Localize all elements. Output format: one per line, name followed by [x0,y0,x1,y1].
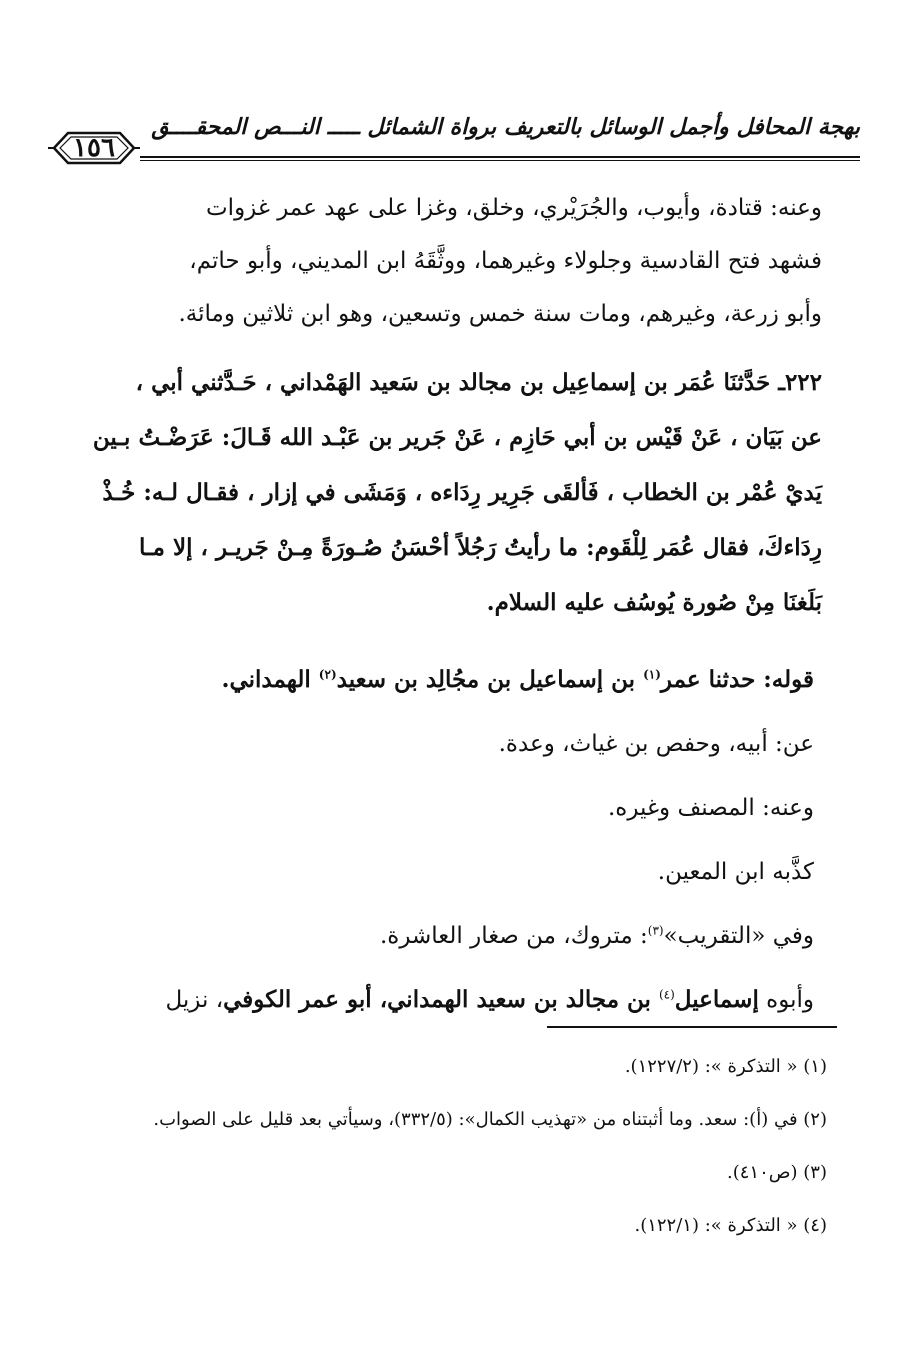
page-number: ١٥٦ [73,133,115,163]
hadith-line-3: يَديْ عُمْر بن الخطاب ، فَألقَى جَرِير رِدَاءه ، وَمَشَى في إزار ، فقـال لـه: خُـذْ [102,479,822,506]
main-text [72,182,822,1032]
commentary-heading-prefix: قوله: حدثنا عمر [660,666,814,693]
commentary-line-6-prefix: وأبوه [758,987,814,1013]
commentary-heading-middle: بن إسماعيل بن مجُالِد بن سعيد [336,666,644,693]
footnote-3: (٣) (ص٤١٠). [727,1162,827,1183]
footnote-separator [547,1026,837,1028]
page-number-badge [48,128,140,168]
hadith-line-2: عن بَيَان ، عَنْ قَيْس بن أبي حَازِم ، عَنْ جَرير بن عَبْـد الله قَـالَ: عَرَضْـتُ بـين [92,424,822,451]
bio-line-3: وأبو زرعة، وغيرهم، ومات سنة خمس وتسعين، وهو ابن ثلاثين ومائة. [178,301,822,327]
header-rule [140,156,860,158]
commentary-line-6-suffix: ، نزيل [165,987,224,1013]
commentary-line-6-lineage: بن مجالد بن سعيد الهمداني، أبو عمر الكوفي [223,986,659,1013]
commentary-line-2: عن: أبيه، وحفص بن غياث، وعدة. [498,731,814,757]
footnote-1: (١) « التذكرة »: (١٢٢٧/٢). [624,1056,827,1077]
footnote-2: (٢) في (أ): سعد. وما أثبتناه من «تهذيب الكمال»: (٣٣٢/٥)، وسيأتي بعد قليل على الصواب. [153,1109,827,1130]
commentary-line-5-prefix: وفي «التقريب» [663,923,814,949]
running-title: بهجة المحافل وأجمل الوسائل بالتعريف برواة الشمائل ـــــ النـــص المحقــــق [151,114,860,140]
bio-line-2: فشهد فتح القادسية وجلولاء وغيرهما، ووثَّقَهُ ابن المديني، وأبو حاتم، [189,248,822,274]
commentary-line-6 [72,968,822,1032]
commentary-line-6-name: إسماعيل [674,986,759,1013]
footnote-4: (٤) « التذكرة »: (١٢٢/١). [634,1215,827,1236]
footnote-ref-2: (٢) [318,667,337,682]
commentary-heading [72,648,822,712]
bio-line-1: وعنه: قتادة، وأيوب، والجُرَيْري، وخلق، وغزا على عهد عمر غزوات [206,195,822,221]
hadith-line-1: ٢٢٢ـ حَدَّثنَا عُمَر بن إسماعِيل بن مجالد بن سَعيد الهَمْداني ، حَـدَّثني أبي ، [135,369,822,396]
commentary-line-4: كذَّبه ابن المعين. [657,859,814,885]
footnotes [87,1040,827,1252]
hadith-line-4: رِدَاءكَ، فقال عُمَر لِلْقَوم: ما رأيتُ رَجُلاً أحْسَنُ صُـورَةً مِـنْ جَريـر ، إلا مـا [138,534,822,561]
footnote-ref-3: (٣) [647,923,664,938]
header-rule-thin [140,160,860,161]
hadith-line-5: بَلَغنَا مِنْ صُورة يُوسُف عليه السلام. [486,589,822,616]
commentary-line-5 [72,904,822,968]
commentary-heading-suffix: الهمداني. [221,666,319,693]
commentary-line-5-suffix: : متروك، من صغار العاشرة. [379,923,648,949]
footnote-ref-4: (٤) [658,987,675,1002]
commentary-line-3: وعنه: المصنف وغيره. [608,795,814,821]
running-header [48,108,860,168]
footnote-ref-1: (١) [643,667,661,682]
